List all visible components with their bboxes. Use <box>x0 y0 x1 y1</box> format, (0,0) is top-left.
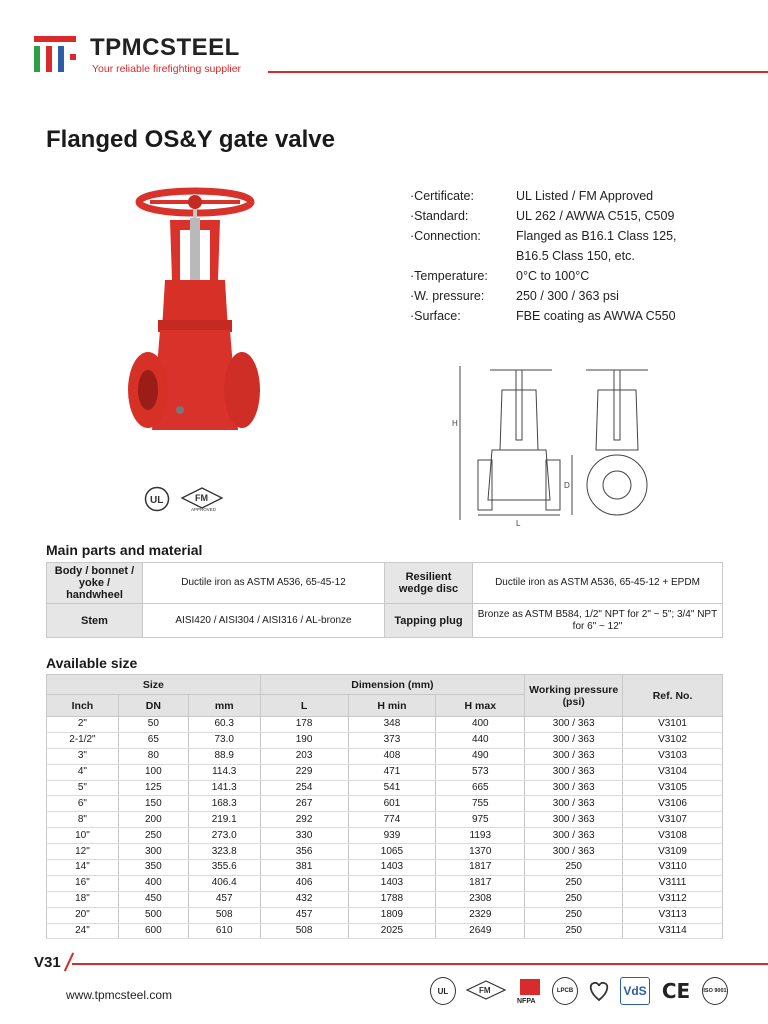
table-cell: 88.9 <box>188 748 260 764</box>
table-cell: V3105 <box>623 780 723 796</box>
table-cell: 300 / 363 <box>525 780 623 796</box>
table-cell: V3102 <box>623 732 723 748</box>
table-cell: 300 / 363 <box>525 796 623 812</box>
ul-icon: UL <box>430 977 456 1005</box>
table-cell: 355.6 <box>188 860 260 876</box>
table-cell: 2" <box>47 717 119 733</box>
table-cell: 1065 <box>348 844 436 860</box>
table-row <box>47 764 723 780</box>
table-cell: V3103 <box>623 748 723 764</box>
table-cell: 665 <box>436 780 525 796</box>
table-cell: 190 <box>260 732 348 748</box>
table-cell: 1809 <box>348 907 436 923</box>
table-cell: 229 <box>260 764 348 780</box>
table-cell: 975 <box>436 812 525 828</box>
table-cell: V3106 <box>623 796 723 812</box>
parts-section-title: Main parts and material <box>46 542 203 558</box>
table-cell: 450 <box>118 891 188 907</box>
table-cell: 300 / 363 <box>525 828 623 844</box>
header-pressure: Working pressure (psi) <box>525 675 623 717</box>
table-cell: 408 <box>348 748 436 764</box>
table-cell: 490 <box>436 748 525 764</box>
footer-slash <box>64 953 74 972</box>
ce-icon: CE <box>661 979 691 1003</box>
table-cell: 350 <box>118 860 188 876</box>
spec-row-surface: · Surface: FBE coating as AWWA C550 <box>410 306 716 326</box>
table-cell: 1403 <box>348 860 436 876</box>
table-cell: V3109 <box>623 844 723 860</box>
ccc-icon <box>586 977 612 1005</box>
table-cell: 1370 <box>436 844 525 860</box>
spec-list <box>410 186 716 326</box>
table-cell: 50 <box>118 717 188 733</box>
parts-table <box>46 562 723 638</box>
table-cell: 300 / 363 <box>525 732 623 748</box>
svg-text:FM: FM <box>479 986 491 995</box>
table-cell: 18" <box>47 891 119 907</box>
table-row: Body / bonnet / yoke / handwheel Ductile iron as ASTM A536, 65-45-12 Resilient wedge disc Ductile iron as ASTM A536, 65-45-12 + EPDM <box>47 563 723 604</box>
table-row: Stem AISI420 / AISI304 / AISI316 / AL-bronze Tapping plug Bronze as ASTM B584, 1/2" NPT for 2" ~ 5"; 3/4" NPT for 6" ~ 12" <box>47 604 723 638</box>
table-cell: 20" <box>47 907 119 923</box>
table-cell: 400 <box>436 717 525 733</box>
table-cell: 406 <box>260 875 348 891</box>
table-cell: 432 <box>260 891 348 907</box>
svg-text:UL: UL <box>150 495 164 506</box>
table-cell: 330 <box>260 828 348 844</box>
table-cell: 254 <box>260 780 348 796</box>
table-cell: 541 <box>348 780 436 796</box>
table-cell: 219.1 <box>188 812 260 828</box>
table-cell: 16" <box>47 875 119 891</box>
table-cell: V3111 <box>623 875 723 891</box>
table-cell: 100 <box>118 764 188 780</box>
table-cell: 774 <box>348 812 436 828</box>
valve-photo <box>120 180 270 470</box>
table-row <box>47 875 723 891</box>
header-dimension: Dimension (mm) <box>260 675 525 695</box>
svg-text:NFPA: NFPA <box>517 998 536 1005</box>
table-cell: 573 <box>436 764 525 780</box>
table-cell: 250 <box>525 875 623 891</box>
table-cell: 500 <box>118 907 188 923</box>
table-cell: 457 <box>188 891 260 907</box>
spec-row-standard: · Standard: UL 262 / AWWA C515, C509 <box>410 206 716 226</box>
table-cell: 300 / 363 <box>525 748 623 764</box>
table-cell: V3110 <box>623 860 723 876</box>
brand-tagline: Your reliable firefighting supplier <box>92 63 242 75</box>
table-cell: 60.3 <box>188 717 260 733</box>
table-cell: 2025 <box>348 923 436 939</box>
fm-approved-icon <box>178 486 226 512</box>
table-row <box>47 780 723 796</box>
table-cell: 168.3 <box>188 796 260 812</box>
table-cell: 300 / 363 <box>525 812 623 828</box>
table-cell: 440 <box>436 732 525 748</box>
table-row <box>47 748 723 764</box>
spec-row-temperature: · Temperature: 0°C to 100°C <box>410 266 716 286</box>
table-cell: 250 <box>525 860 623 876</box>
table-row <box>47 860 723 876</box>
table-cell: 600 <box>118 923 188 939</box>
table-row <box>47 907 723 923</box>
logo-icon <box>34 36 76 74</box>
footer-divider <box>72 963 768 965</box>
header-divider <box>268 71 768 73</box>
table-cell: 24" <box>47 923 119 939</box>
technical-drawing <box>452 360 662 530</box>
table-row <box>47 812 723 828</box>
table-cell: 1817 <box>436 860 525 876</box>
svg-text:APPROVED: APPROVED <box>191 507 217 512</box>
table-cell: 610 <box>188 923 260 939</box>
table-row <box>47 732 723 748</box>
table-cell: 125 <box>118 780 188 796</box>
table-cell: 1403 <box>348 875 436 891</box>
spec-row-connection-cont: B16.5 Class 150, etc. <box>516 249 635 263</box>
table-cell: 348 <box>348 717 436 733</box>
table-cell: 755 <box>436 796 525 812</box>
table-row <box>47 844 723 860</box>
table-cell: 250 <box>525 907 623 923</box>
table-cell: 5" <box>47 780 119 796</box>
table-cell: 300 / 363 <box>525 764 623 780</box>
table-cell: V3104 <box>623 764 723 780</box>
table-cell: 114.3 <box>188 764 260 780</box>
table-cell: 601 <box>348 796 436 812</box>
page-number: V31 <box>34 954 61 971</box>
table-cell: 3" <box>47 748 119 764</box>
table-cell: 1193 <box>436 828 525 844</box>
table-cell: 267 <box>260 796 348 812</box>
size-table: Size Dimension (mm) Working pressure (psi) Ref. No. Inch DN mm L H min H max 2" 50 60.3 178 348 400 300 / 363 V3101 2-1/2" 65 73.0 190 373 440 300 / 363 V3102 3" 80 88.9 203 408 490 300 / 363 V3103 4" 100 114.3 229 471 573 300 / 363 V3104 5" 125 141.3 254 541 665 300 / 363 V3105 6" 150 168.3 267 601 755 300 / 363 V3106 8" 200 219.1 292 774 975 300 / 363 V3107 10" 250 273.0 330 939 1193 300 / 363 V3108 12" 300 323.8 356 1065 1370 300 / 363 V3109 14" 350 355.6 381 1403 1817 250 V3110 16" 400 406.4 406 1403 1817 250 V3111 18" 450 457 432 1788 2308 250 V3112 20" 500 508 457 1809 2329 250 V3113 24" 600 610 508 2025 2649 250 V3114 <box>46 674 723 939</box>
size-section-title: Available size <box>46 655 138 671</box>
table-cell: 250 <box>118 828 188 844</box>
table-cell: 273.0 <box>188 828 260 844</box>
table-cell: 2649 <box>436 923 525 939</box>
table-cell: 203 <box>260 748 348 764</box>
spec-row-pressure: · W. pressure: 250 / 300 / 363 psi <box>410 286 716 306</box>
table-cell: 457 <box>260 907 348 923</box>
table-row <box>47 796 723 812</box>
table-cell: 508 <box>260 923 348 939</box>
table-cell: 65 <box>118 732 188 748</box>
table-cell: 400 <box>118 875 188 891</box>
table-row <box>47 717 723 733</box>
table-cell: 150 <box>118 796 188 812</box>
drawing-label-h: H <box>452 419 458 428</box>
table-cell: 141.3 <box>188 780 260 796</box>
table-cell: 80 <box>118 748 188 764</box>
header-ref: Ref. No. <box>623 675 723 717</box>
brand-name: TPMCSTEEL <box>90 34 240 61</box>
table-row <box>47 828 723 844</box>
table-cell: 250 <box>525 891 623 907</box>
table-cell: V3108 <box>623 828 723 844</box>
table-cell: 2308 <box>436 891 525 907</box>
header-size: Size <box>47 675 261 695</box>
table-cell: 356 <box>260 844 348 860</box>
vds-icon: VdS <box>620 977 650 1005</box>
table-cell: 2-1/2" <box>47 732 119 748</box>
table-cell: 1788 <box>348 891 436 907</box>
table-cell: 10" <box>47 828 119 844</box>
table-cell: V3101 <box>623 717 723 733</box>
table-cell: 14" <box>47 860 119 876</box>
table-row <box>47 923 723 939</box>
table-cell: V3107 <box>623 812 723 828</box>
table-cell: 250 <box>525 923 623 939</box>
table-cell: 12" <box>47 844 119 860</box>
table-cell: 2329 <box>436 907 525 923</box>
table-cell: 471 <box>348 764 436 780</box>
cert-logos <box>430 976 728 1006</box>
table-cell: V3113 <box>623 907 723 923</box>
iso-icon: ISO 9001 <box>702 977 728 1005</box>
table-cell: 300 / 363 <box>525 717 623 733</box>
table-cell: 373 <box>348 732 436 748</box>
website-link[interactable]: www.tpmcsteel.com <box>66 988 173 1002</box>
table-cell: 406.4 <box>188 875 260 891</box>
table-cell: 6" <box>47 796 119 812</box>
table-cell: 200 <box>118 812 188 828</box>
lpcb-icon: LPCB <box>552 977 578 1005</box>
fm-approved-icon <box>464 977 508 1005</box>
table-cell: 381 <box>260 860 348 876</box>
table-cell: 292 <box>260 812 348 828</box>
table-cell: 4" <box>47 764 119 780</box>
spec-row-connection: · Connection: Flanged as B16.1 Class 125, <box>410 226 716 246</box>
table-cell: 323.8 <box>188 844 260 860</box>
table-cell: 300 <box>118 844 188 860</box>
table-cell: V3114 <box>623 923 723 939</box>
table-cell: 1817 <box>436 875 525 891</box>
table-cell: 8" <box>47 812 119 828</box>
table-cell: 73.0 <box>188 732 260 748</box>
table-cell: 939 <box>348 828 436 844</box>
table-cell: 178 <box>260 717 348 733</box>
spec-row-certificate: · Certificate: UL Listed / FM Approved <box>410 186 716 206</box>
table-cell: 508 <box>188 907 260 923</box>
table-cell: 300 / 363 <box>525 844 623 860</box>
page-title: Flanged OS&Y gate valve <box>46 126 335 153</box>
ul-icon <box>144 486 170 512</box>
drawing-label-l: L <box>516 519 521 528</box>
table-cell: V3112 <box>623 891 723 907</box>
drawing-label-d: D <box>564 481 570 490</box>
svg-text:FM: FM <box>195 493 208 503</box>
nfpa-icon <box>516 977 544 1005</box>
table-row <box>47 891 723 907</box>
